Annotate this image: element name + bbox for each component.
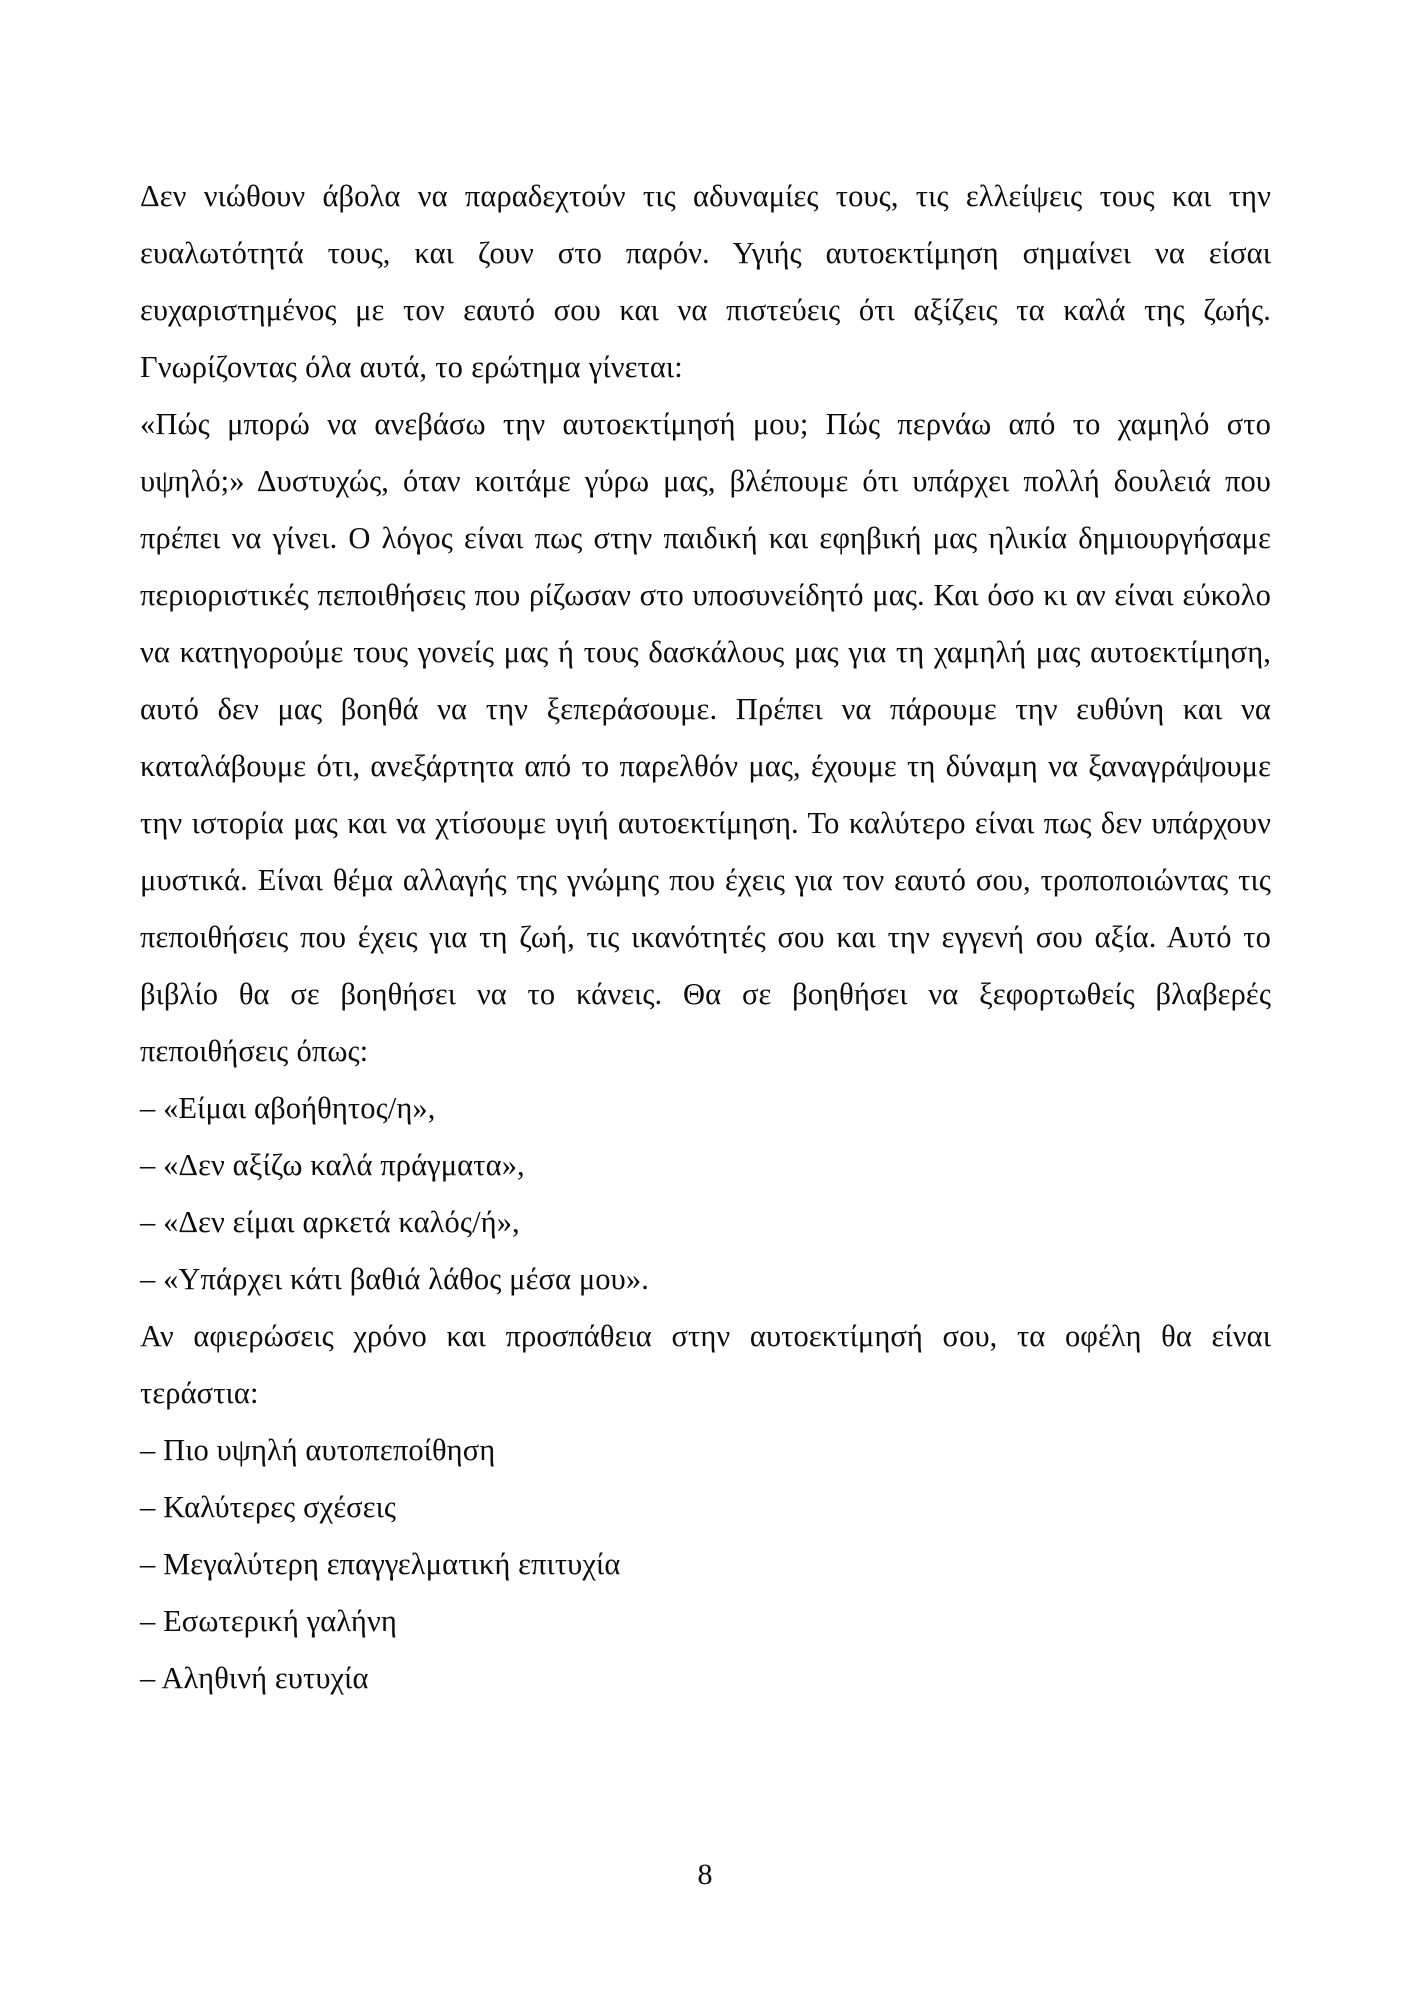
paragraph-main: «Πώς μπορώ να ανεβάσω την αυτοεκτίμησή μου; Πώς περνάω από το χαμηλό στο υψηλό;» Δυστυχώς, όταν κοιτάμε γύρω μας, βλέπουμε ότι υπάρχει πολλή δουλειά που πρέπει να γίνει. Ο λόγος είναι πως στην παιδική και εφηβική μας ηλικία δημιουργήσαμε περιοριστικές πεποιθήσεις που ρίζωσαν στο υποσυνείδητό μας. Και όσο κι αν είναι εύκολο να κατηγορούμε τους γονείς μας ή τους δασκάλους μας για τη χαμηλή μας αυτοεκτίμηση, αυτό δεν μας βοηθά να την ξεπεράσουμε. Πρέπει να πάρουμε την ευθύνη και να καταλάβουμε ότι, ανεξάρτητα από το παρελθόν μας, έχουμε τη δύναμη να ξαναγράψουμε την ιστορία μας και να χτίσουμε υγιή αυτοεκτίμηση. Το καλύτερο είναι πως δεν υπάρχουν μυστικά. Είναι θέμα αλλαγής της γνώμης που έχεις για τον εαυτό σου, τροποποιώντας τις πεποιθήσεις που έχεις για τη ζωή, τις ικανότητές σου και την εγγενή σου αξία. Αυτό το βιβλίο θα σε βοηθήσει να το κάνεις. Θα σε βοηθήσει να ξεφορτωθείς βλαβερές πεποιθήσεις όπως: xyxy=(140,407,1271,1068)
list-item: – Μεγαλύτερη επαγγελματική επιτυχία xyxy=(140,1547,621,1581)
paragraph-intro: Δεν νιώθουν άβολα να παραδεχτούν τις αδυναμίες τους, τις ελλείψεις τους και την ευαλωτότητά τους, και ζουν στο παρόν. Υγιής αυτοεκτίμηση σημαίνει να είσαι ευχαριστημένος με τον εαυτό σου και να πιστεύεις ότι αξίζεις τα καλά της ζωής. Γνωρίζοντας όλα αυτά, το ερώτημα γίνεται: xyxy=(140,179,1271,384)
list-item: – Εσωτερική γαλήνη xyxy=(140,1604,397,1638)
list-item: – «Δεν είμαι αρκετά καλός/ή», xyxy=(140,1205,520,1239)
list-item: – «Υπάρχει κάτι βαθιά λάθος μέσα μου». xyxy=(140,1262,649,1296)
list-item: – Αληθινή ευτυχία xyxy=(140,1661,369,1695)
page-body-text xyxy=(140,168,1271,1707)
paragraph-benefits-intro: Αν αφιερώσεις χρόνο και προσπάθεια στην αυτοεκτίμησή σου, τα οφέλη θα είναι τεράστια: xyxy=(140,1319,1271,1410)
list-item: – Πιο υψηλή αυτοπεποίθηση xyxy=(140,1433,496,1467)
page-number: 8 xyxy=(697,1858,713,1891)
list-item: – «Δεν αξίζω καλά πράγματα», xyxy=(140,1148,525,1182)
list-item: – «Είμαι αβοήθητος/η», xyxy=(140,1091,436,1125)
list-item: – Καλύτερες σχέσεις xyxy=(140,1490,397,1524)
